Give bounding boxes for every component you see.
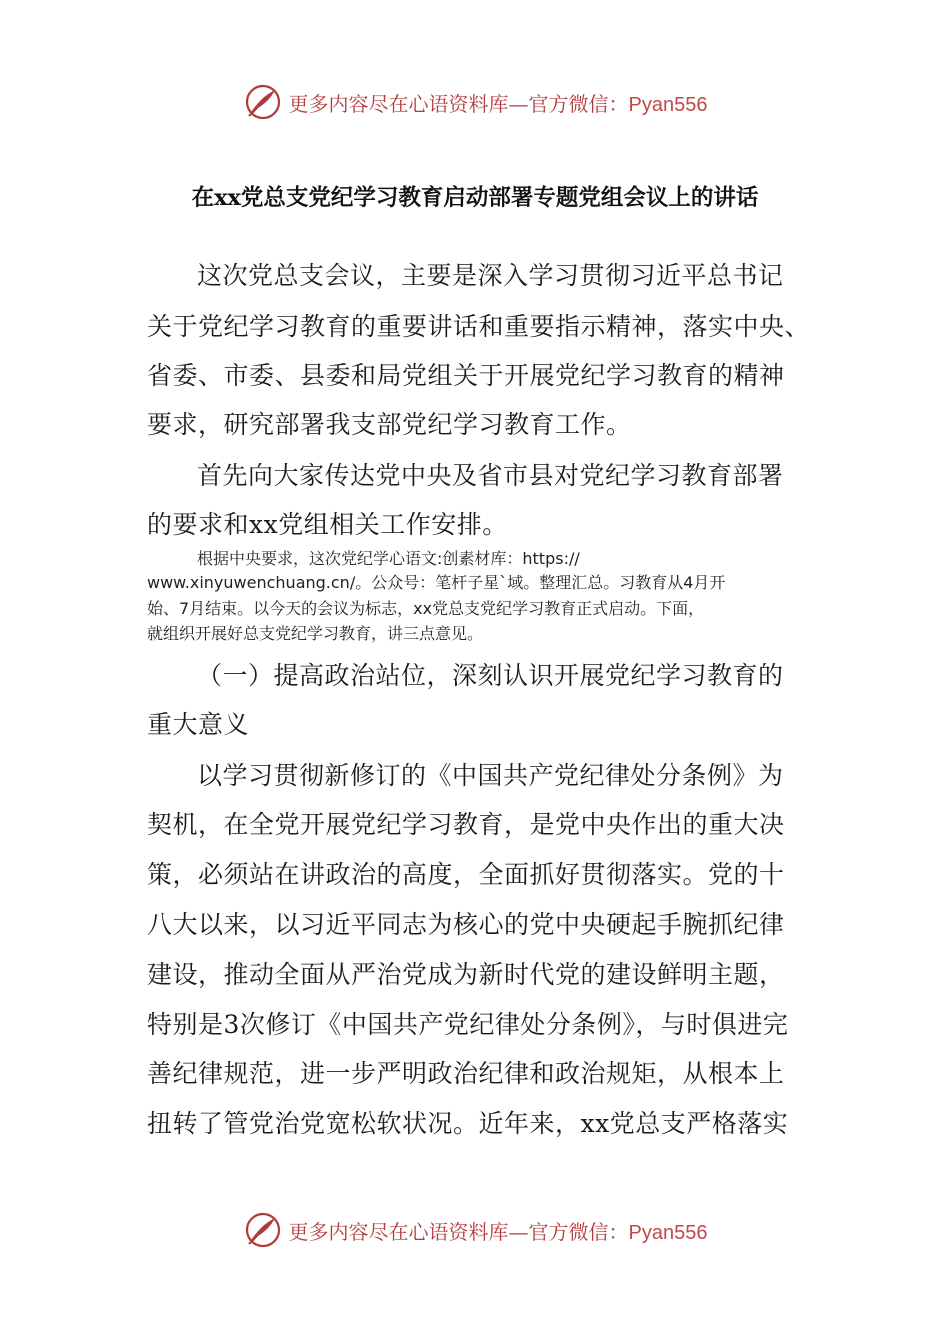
- body-line: 善纪律规范，进一步严明政治纪律和政治规矩，从根本上: [147, 1059, 785, 1088]
- small-text-line: 就组织开展好总支党纪学习教育，讲三点意见。: [147, 624, 484, 643]
- watermark-wechat-id: Pyan556: [628, 1221, 708, 1244]
- watermark-separator: —: [508, 1219, 529, 1244]
- paragraph-line: 这次党总支会议，主要是深入学习贯彻习近平总书记: [197, 261, 784, 290]
- paragraph-line: 首先向大家传达党中央及省市县对党纪学习教育部署: [197, 461, 784, 490]
- body-line: 八大以来，以习近平同志为核心的党中央硬起手腕抓纪律: [147, 910, 785, 939]
- feather-quill-logo-icon: [243, 82, 283, 122]
- paragraph-line: 的要求和xx党组相关工作安排。: [147, 510, 508, 539]
- section-heading-line: （一）提高政治站位，深刻认识开展党纪学习教育的: [197, 661, 784, 690]
- paragraph-line: 关于党纪学习教育的重要讲话和重要指示精神，落实中央、: [147, 312, 811, 341]
- watermark-text: [289, 1216, 708, 1245]
- body-line: 以学习贯彻新修订的《中国共产党纪律处分条例》为: [197, 761, 784, 790]
- header-watermark: [0, 80, 950, 124]
- watermark-wechat-id: Pyan556: [628, 93, 708, 116]
- body-line: 建设，推动全面从严治党成为新时代党的建设鲜明主题，: [147, 960, 785, 989]
- body-line: 特别是3次修订《中国共产党纪律处分条例》，与时俱进完: [147, 1010, 789, 1039]
- small-text-line: 根据中央要求，这次党纪学心语文:创素材库：https://: [197, 549, 580, 568]
- body-line: 策，必须站在讲政治的高度，全面抓好贯彻落实。党的十: [147, 860, 785, 889]
- small-text-line: 始、7月结束。以今天的会议为标志，xx党总支党纪学习教育正式启动。下面，: [147, 599, 705, 618]
- body-line: 契机，在全党开展党纪学习教育，是党中央作出的重大决: [147, 810, 785, 839]
- watermark-brand: 更多内容尽在心语资料库: [288, 1219, 509, 1244]
- watermark-official: 官方微信：: [528, 1219, 629, 1244]
- watermark-official: 官方微信：: [528, 91, 629, 116]
- paragraph-line: 省委、市委、县委和局党组关于开展党纪学习教育的精神: [147, 361, 785, 390]
- document-title: 在xx党总支党纪学习教育启动部署专题党组会议上的讲话: [191, 185, 759, 211]
- watermark-separator: —: [508, 91, 529, 116]
- feather-quill-logo-icon: [243, 1210, 283, 1250]
- watermark-brand: 更多内容尽在心语资料库: [288, 91, 509, 116]
- watermark-text: [289, 88, 708, 117]
- body-line: 扭转了管党治党宽松软状况。近年来，xx党总支严格落实: [147, 1109, 789, 1138]
- footer-watermark: [0, 1208, 950, 1252]
- paragraph-line: 要求，研究部署我支部党纪学习教育工作。: [147, 410, 632, 439]
- small-text-line: www.xinyuwenchuang.cn/。公众号：笔杆子星`域。整理汇总。习教育从4月开: [147, 573, 726, 592]
- section-heading-line: 重大意义: [147, 710, 250, 739]
